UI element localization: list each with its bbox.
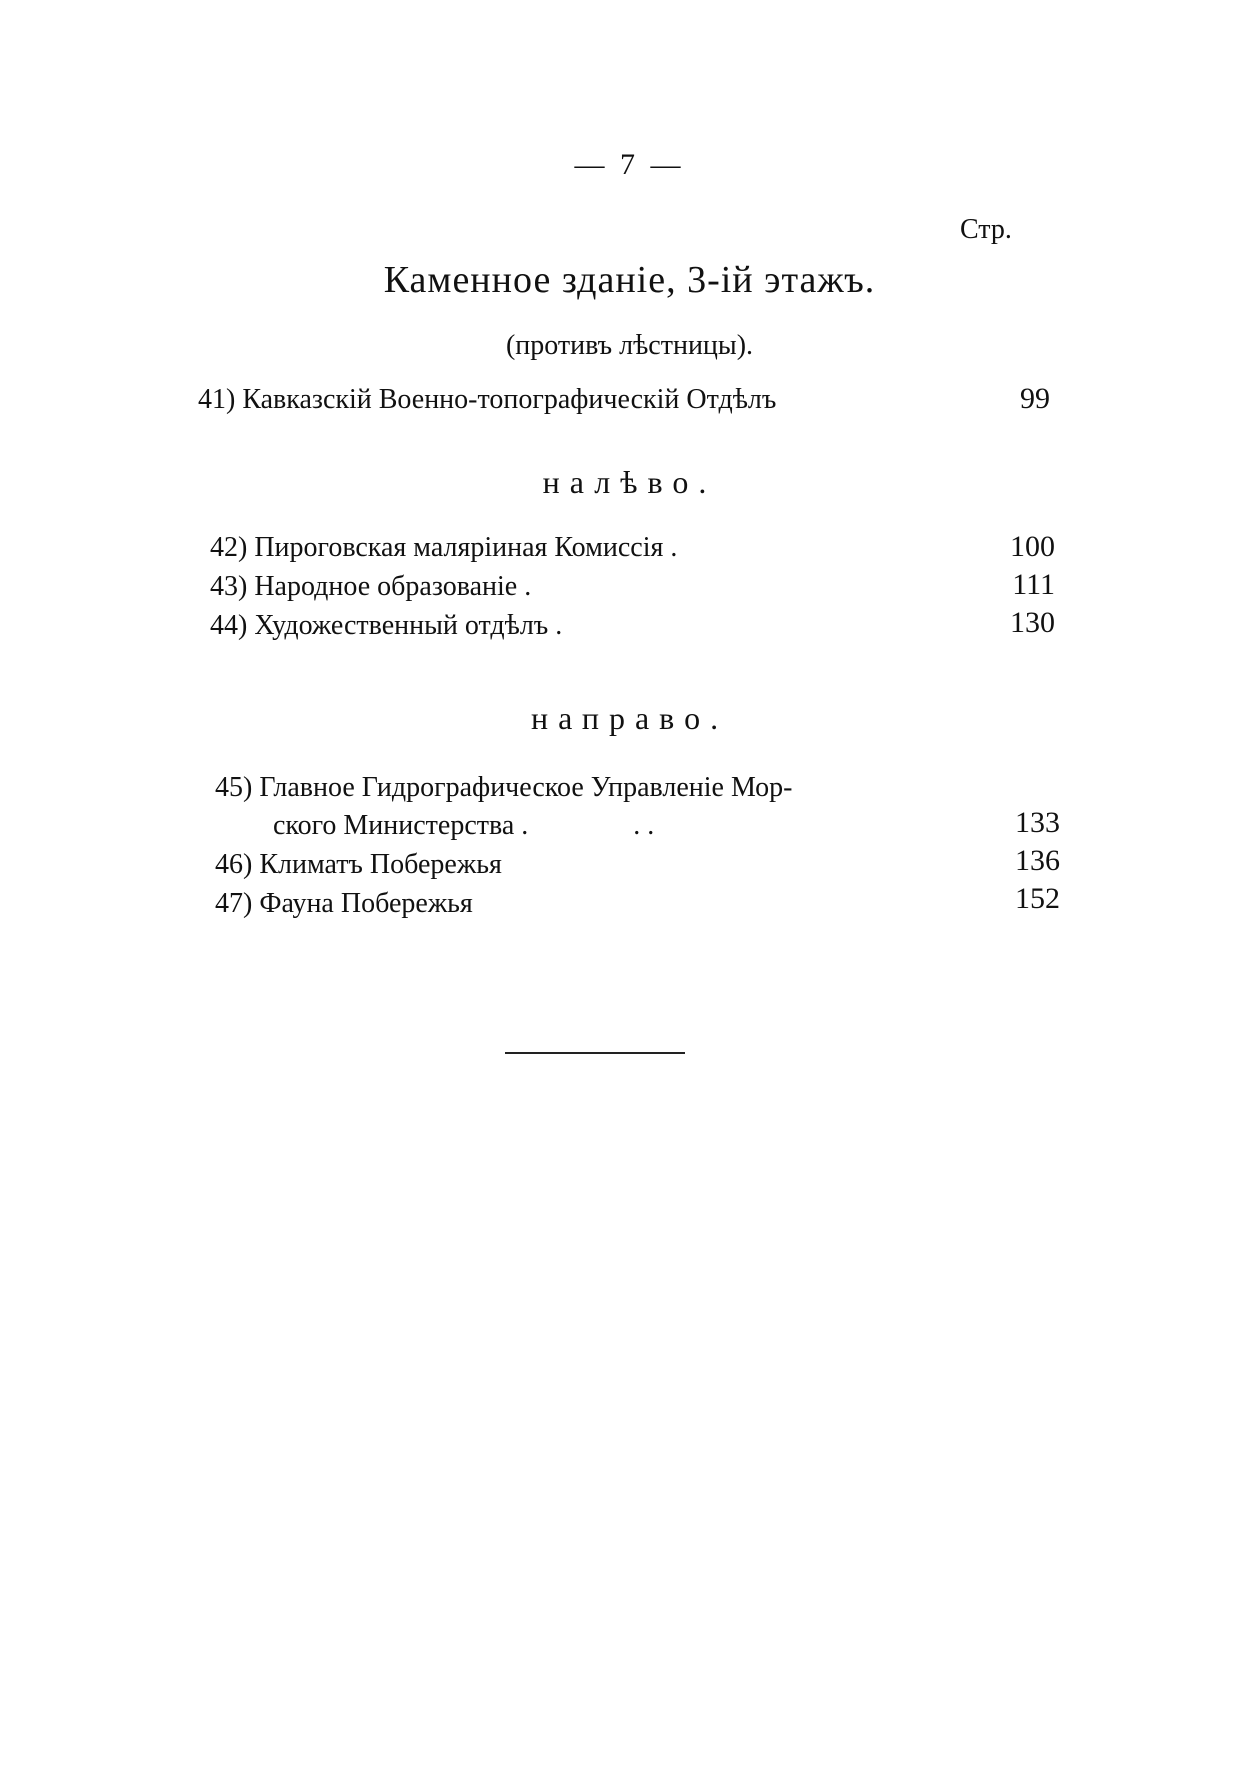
heading-right: направо. bbox=[530, 700, 729, 736]
end-rule bbox=[505, 1052, 685, 1054]
toc-page-41: 99 bbox=[1020, 382, 1050, 415]
toc-entry-46: 46) Климатъ Побережья bbox=[215, 849, 502, 880]
toc-entry-45-continuation: ского Министерства . . . bbox=[273, 810, 655, 841]
page-column-label: Стр. bbox=[960, 214, 1012, 245]
toc-page-45: 133 bbox=[1015, 806, 1060, 839]
toc-entry-47: 47) Фауна Побережья bbox=[215, 888, 473, 919]
page-number: — 7 — bbox=[574, 148, 685, 181]
toc-page-44: 130 bbox=[1010, 606, 1055, 639]
toc-entry-42: 42) Пироговская маляріиная Комиссія . bbox=[210, 532, 678, 563]
heading-left: налѣво. bbox=[542, 464, 717, 500]
section-subtitle: (противъ лѣстницы). bbox=[505, 330, 754, 361]
toc-entry-45: 45) Главное Гидрографическое Управленіе Мор- bbox=[215, 772, 793, 803]
toc-entry-43: 43) Народное образованіе . bbox=[210, 571, 532, 602]
toc-page-42: 100 bbox=[1010, 530, 1055, 563]
toc-page-46: 136 bbox=[1015, 844, 1060, 877]
toc-page-47: 152 bbox=[1015, 882, 1060, 915]
section-title: Каменное зданіе, 3-ій этажъ. bbox=[383, 259, 876, 301]
toc-entry-44: 44) Художественный отдѣлъ . bbox=[210, 610, 563, 641]
toc-entry-41: 41) Кавказскій Военно-топографическій Отдѣлъ bbox=[198, 384, 777, 415]
toc-page-43: 111 bbox=[1012, 568, 1055, 601]
